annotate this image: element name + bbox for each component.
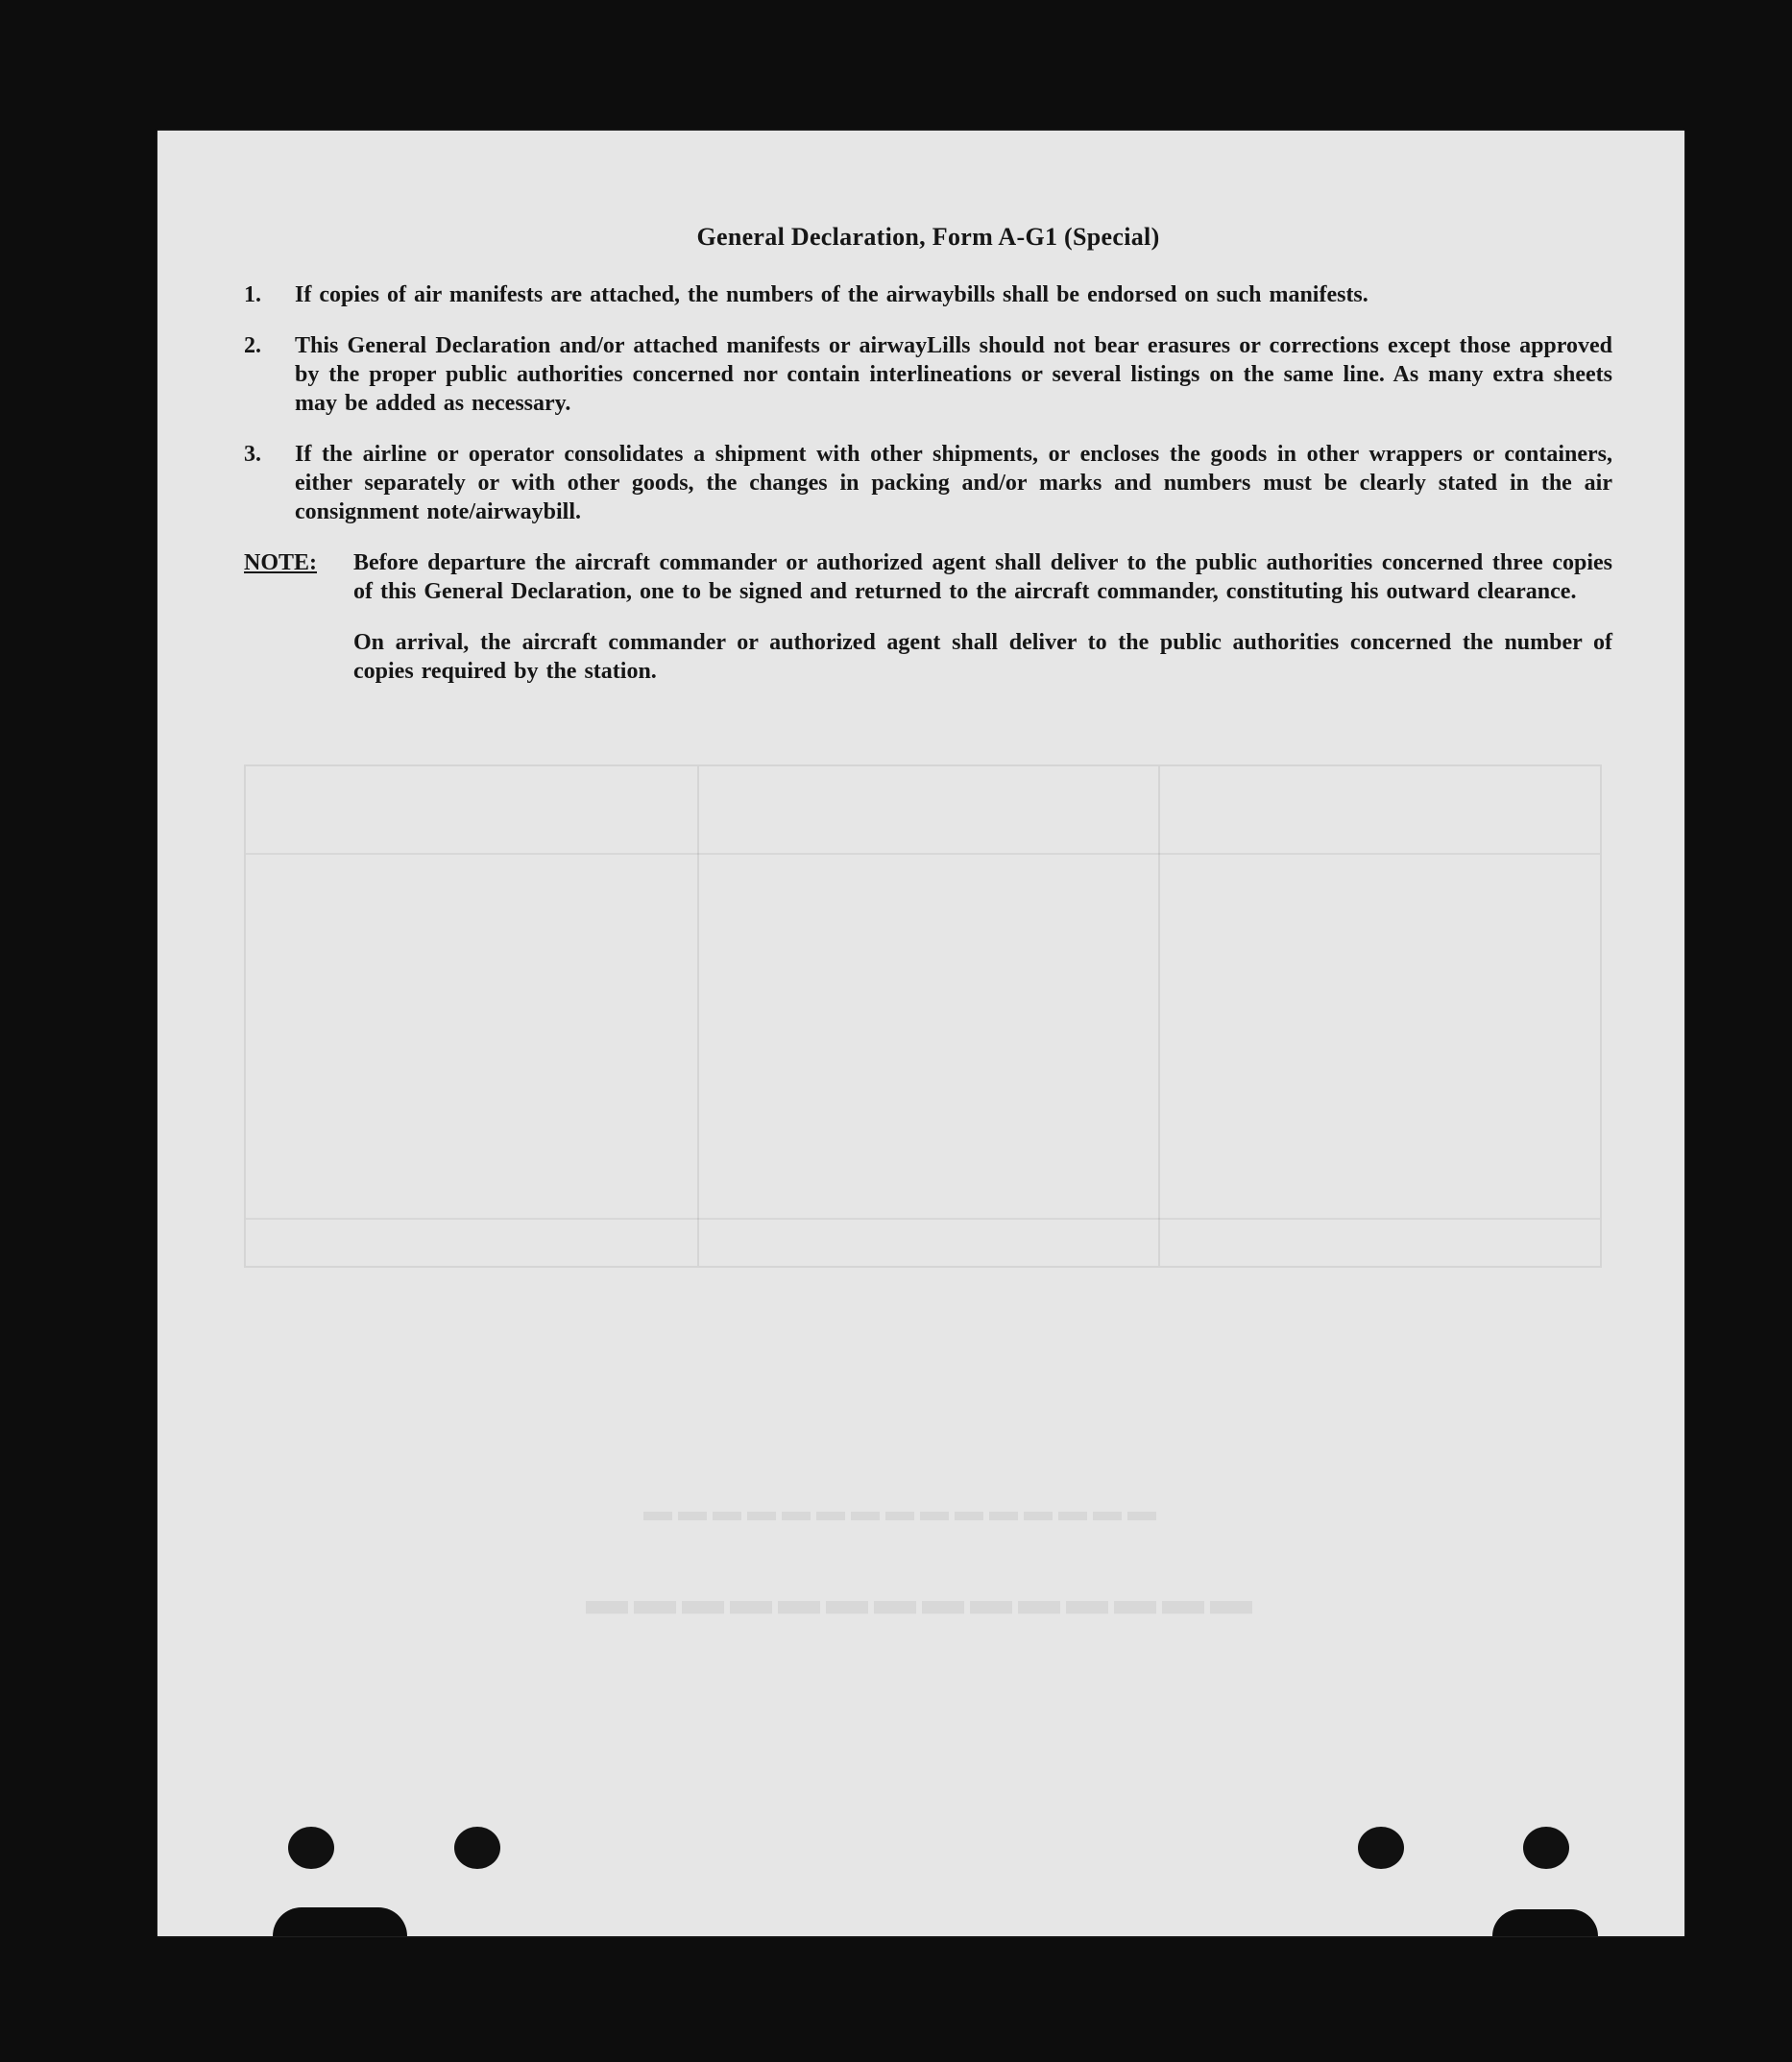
instruction-item-3 — [244, 440, 1612, 526]
item-text: If the airline or operator consolidates a shipment with other shipments, or encloses the goods in other wrappers or containers, either separately or with other goods, the changes in packing and/or marks and numbers must be clearly stated in the air consignment note/airwaybill. — [295, 442, 1612, 524]
torn-edge — [273, 1907, 407, 1936]
punch-hole — [1523, 1827, 1569, 1869]
reverse-side-bleed-through — [244, 764, 1602, 1268]
item-text: If copies of air manifests are attached, the numbers of the airwaybills shall be endorsed on such manifests. — [295, 282, 1368, 307]
punch-hole — [288, 1827, 334, 1869]
item-number: 3. — [244, 442, 261, 467]
bleed-column-line — [697, 766, 699, 1266]
instruction-item-2 — [244, 331, 1612, 418]
item-number: 2. — [244, 333, 261, 358]
torn-edge — [1492, 1909, 1598, 1936]
declaration-instructions — [244, 223, 1612, 730]
punch-hole — [1358, 1827, 1404, 1869]
bleed-through-ghost-text: ▬▬▬▬▬▬▬▬▬▬▬▬▬▬ — [580, 1591, 1252, 1638]
note-paragraph: On arrival, the aircraft commander or authorized agent shall deliver to the public authorities concerned the number of copies required by the station. — [353, 630, 1612, 684]
note-body — [353, 548, 1612, 708]
bleed-row-line — [246, 853, 1600, 855]
note-paragraph: Before departure the aircraft commander or authorized agent shall deliver to the public authorities concerned three copies of this General Declaration, one to be signed and returned to the aircraft commander, constituting his outward clearance. — [353, 550, 1612, 604]
document-title: General Declaration, Form A-G1 (Special) — [696, 223, 1160, 251]
instruction-item-1 — [244, 280, 1612, 309]
document-page — [157, 131, 1684, 1936]
bleed-column-line — [1158, 766, 1160, 1266]
bleed-row-line — [246, 1218, 1600, 1220]
bleed-through-ghost-text: ▬▬▬▬▬▬▬▬▬▬▬▬▬▬▬ — [638, 1505, 1156, 1537]
punch-hole — [454, 1827, 500, 1869]
item-text: This General Declaration and/or attached manifests or airwayLills should not bear erasures or corrections except those approved by the proper public authorities concerned nor contain interlineations or several listings on the same line. As many extra sheets may be added as necessary. — [295, 333, 1612, 416]
note-label: NOTE: — [244, 550, 318, 575]
note-section — [244, 548, 1612, 708]
item-number: 1. — [244, 282, 261, 307]
